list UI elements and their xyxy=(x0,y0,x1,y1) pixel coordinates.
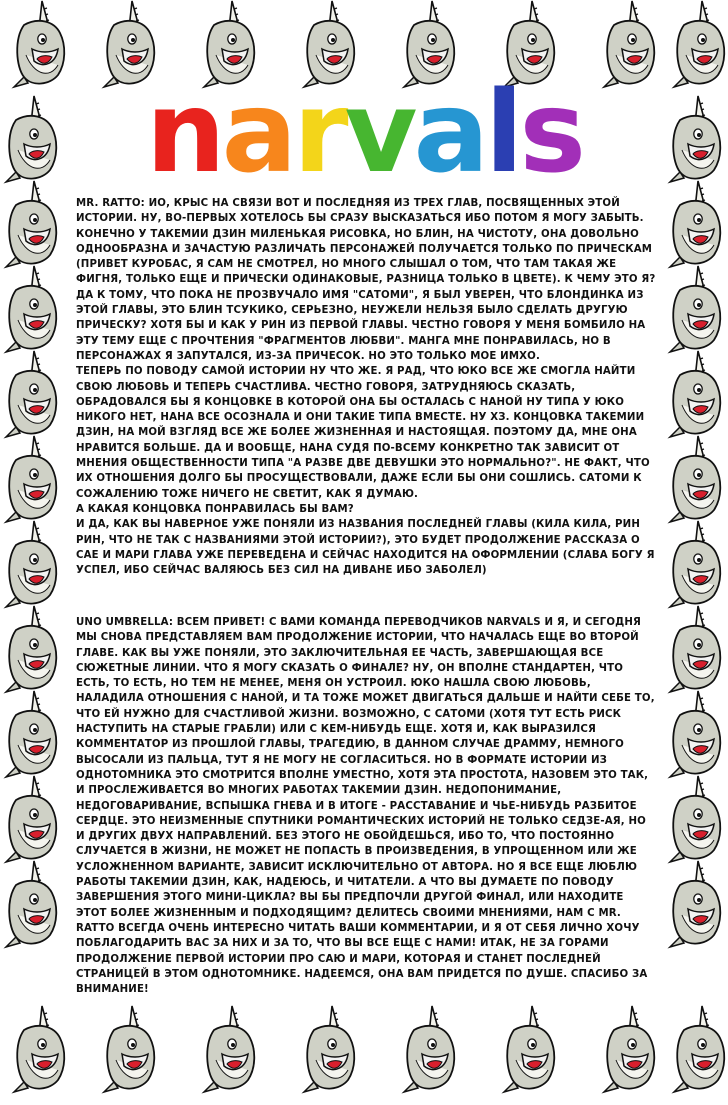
note-paragraph: UNO UMBRELLA: ВСЕМ ПРИВЕТ! С ВАМИ КОМАНДА ПЕРЕВОДЧИКОВ NARVALS И Я, И СЕГОДНЯ МЫ СНОВА ПРЕДСТАВЛЯЕМ ВАМ ПРОДОЛЖЕНИЕ ИСТОРИИ, ЧТО НАЧАЛАСЬ ЕЩЕ ВО ВТОРОЙ ГЛАВЕ. КАК ВЫ УЖЕ ПОНЯЛИ, ЭТО ЗАКЛЮЧИТЕЛЬНАЯ ЕЕ ЧАСТЬ, ЗАВЕРШАЮЩАЯ ВСЕ СЮЖЕТНЫЕ ЛИНИИ. ЧТО Я МОГУ СКАЗАТЬ О ФИНАЛЕ? НУ, ОН ВПОЛНЕ СТАНДАРТЕН, ЧТО ЕСТЬ, ТО ЕСТЬ, НО ТЕМ НЕ МЕНЕЕ, МЕНЯ ОН УСТРОИЛ. ЮКО НАШЛА СВОЮ ЛЮБОВЬ, НАЛАДИЛА ОТНОШЕНИЯ С НАНОЙ, И ТА ТОЖЕ МОЖЕТ ДВИГАТЬСЯ ДАЛЬШЕ И НАЙТИ СЕБЕ ТО, ЧТО ЕЙ НУЖНО ДЛЯ СЧАСТЛИВОЙ ЖИЗНИ. ВОЗМОЖНО, С САТОМИ (ХОТЯ ТУТ ЕСТЬ РИСК НАСТУПИТЬ НА СТАРЫЕ ГРАБЛИ) ИЛИ С КЕМ-НИБУДЬ ЕЩЕ. ХОТЯ И, КАК ВЫРАЗИЛСЯ КОММЕНТАТОР ИЗ ПРОШЛОЙ ГЛАВЫ, ТРАГЕДИЮ, В ДАННОМ СЛУЧАЕ ДРАММУ, НЕМНОГО ВЫСОСАЛИ ИЗ ПАЛЬЦА, ТУТ Я НЕ МОГУ НЕ СОГЛАСИТЬСЯ. НО В ФОРМАТЕ ИСТОРИИ ИЗ ОДНОТОМНИКА ЭТО СМОТРИТСЯ ВПОЛНЕ УМЕСТНО, ХОТЯ ЭТА ПРОСТОТА, НАЗОВЕМ ЭТО ТАК, И ПРОСЛЕЖИВАЕТСЯ ВО МНОГИХ РАБОТАХ ТАКЕМИИ ДЗИН. НЕДОПОНИМАНИЕ, НЕДОГОВАРИВАНИЕ, ВСПЫШКА ГНЕВА И В ИТОГЕ - РАССТАВАНИЕ И ЧЬЕ-НИБУДЬ РАЗБИТОЕ СЕРДЦЕ. ЭТО НЕИЗМЕННЫЕ СПУТНИКИ РОМАНТИЧЕСКИХ ИСТОРИЙ НЕ ТОЛЬКО СЕДЗЕ-АЯ, НО И ДРУГИХ ДВУХ НАПРАВЛЕНИЙ. БЕЗ ЭТОГО НЕ ОБОЙДЕШЬСЯ, ИБО ТО, ЧТО ПОСТОЯННО СЛУЧАЕТСЯ В ЖИЗНИ, НЕ МОЖЕТ НЕ ПОПАСТЬ В ПРОИЗВЕДЕНИЯ, В УПРОЩЕННОМ ИЛИ ЖЕ УСЛОЖНЕННОМ ВАРИАНТЕ, ЗАВИСИТ ИСКЛЮЧИТЕЛЬНО ОТ АВТОРА. НО Я ВСЕ ЕЩЕ ЛЮБЛЮ РАБОТЫ ТАКЕМИИ ДЗИН, КАК, НАДЕЮСЬ, И ЧИТАТЕЛИ. А ЧТО ВЫ ДУМАЕТЕ ПО ПОВОДУ ЗАВЕРШЕНИЯ ЭТОГО МИНИ-ЦИКЛА? ВЫ БЫ ПРЕДПОЧЛИ ДРУГОЙ ФИНАЛ, ИЛИ НАХОДИТЕ ЭТОТ БОЛЕЕ ЖИЗНЕННЫМ И ПОДХОДЯЩИМ? ДЕЛИТЕСЬ СВОИМИ МНЕНИЯМИ, НАМ С MR. RATTO ВСЕГДА ОЧЕНЬ ИНТЕРЕСНО ЧИТАТЬ ВАШИ КОММЕНТАРИИ, И Я ОТ СЕБЯ ЛИЧНО ХОЧУ ПОБЛАГОДАРИТЬ ВАС ЗА НИХ И ЗА ТО, ЧТО ВЫ ВСЕ ЕЩЕ С НАМИ! ИТАК, НЕ ЗА ГОРАМИ ПРОДОЛЖЕНИЕ ПЕРВОЙ ИСТОРИИ ПРО САЮ И МАРИ, КОТОРАЯ И СТАНЕТ ПОСЛЕДНЕЙ СТРАНИЦЕЙ В ЭТОМ ОДНОТОМНИКЕ. НАДЕЕМСЯ, ОНА ВАМ ПРИДЕТСЯ ПО ДУШЕ. СПАСИБО ЗА ВНИМАНИЕ! xyxy=(76,617,655,996)
note-paragraph: А КАКАЯ КОНЦОВКА ПОНРАВИЛАСЬ БЫ ВАМ? xyxy=(76,503,354,515)
title-letter: v xyxy=(344,68,414,198)
translator-note-uno-umbrella xyxy=(76,615,656,997)
title-letter: a xyxy=(413,68,486,198)
translator-note-ratto xyxy=(76,196,656,578)
title-letter: l xyxy=(485,68,520,198)
note-paragraph: MR. RATTO: ИО, КРЫС НА СВЯЗИ ВОТ И ПОСЛЕДНЯЯ ИЗ ТРЕХ ГЛАВ, ПОСВЯЩЕННЫХ ЭТОЙ ИСТОРИИ. НУ, ВО-ПЕРВЫХ ХОТЕЛОСЬ БЫ СРАЗУ ВЫСКАЗАТЬСЯ ИБО ПОТОМ Я МОГУ ЗАБЫТЬ. КОНЕЧНО У ТАКЕМИИ ДЗИН МИЛЕНЬКАЯ РИСОВКА, НО БЛИН, НА ЧИСТОТУ, ОНА ДОВОЛЬНО ОДНООБРАЗНА И ЗАЧАСТУЮ РАЗЛИЧАТЬ ПЕРСОНАЖЕЙ ПОЛУЧАЕТСЯ ТОЛЬКО ПО ПРИЧЕСКАМ (ПРИВЕТ КУРОБАС, Я САМ НЕ СМОТРЕЛ, НО МНОГО СЛЫШАЛ О ТОМ, ЧТО ТАМ ТАКАЯ ЖЕ ФИГНЯ, ТОЛЬКО ЕЩЕ И ПРИЧЕСКИ ОДИНАКОВЫЕ, РАЗНИЦА ТОЛЬКО В ЦВЕТЕ). К ЧЕМУ ЭТО Я? ДА К ТОМУ, ЧТО ПОКА НЕ ПРОЗВУЧАЛО ИМЯ "САТОМИ", Я БЫЛ УВЕРЕН, ЧТО БЛОНДИНКА ИЗ ЭТОЙ ГЛАВЫ, ЭТО БЛИН ТСУКИКО, СЕРЬЕЗНО, НЕУЖЕЛИ НЕЛЬЗЯ БЫЛО СДЕЛАТЬ ДРУГУЮ ПРИЧЕСКУ? ХОТЯ БЫ И КАК У РИН ИЗ ПЕРВОЙ ГЛАВЫ. ЧЕСТНО ГОВОРЯ У МЕНЯ БОМБИЛО НА ЭТУ ТЕМУ ЕЩЕ С ПРОЧТЕНИЯ "ФРАГМЕНТОВ ЛЮБВИ". МАНГА МНЕ ПОНРАВИЛАСЬ, НО В ПЕРСОНАЖАХ Я ЗАПУТАЛСЯ, ИЗ-ЗА ПРИЧЕСОК. НО ЭТО ТОЛЬКО МОЕ ИМХО. xyxy=(76,198,656,362)
note-paragraph: ТЕПЕРЬ ПО ПОВОДУ САМОЙ ИСТОРИИ НУ ЧТО ЖЕ. Я РАД, ЧТО ЮКО ВСЕ ЖЕ СМОГЛА НАЙТИ СВОЮ ЛЮБОВЬ И ТЕПЕРЬ СЧАСТЛИВА. ЧЕСТНО ГОВОРЯ, ЗАТРУДНЯЮСЬ СКАЗАТЬ, ОБРАДОВАЛСЯ БЫ Я КОНЦОВКЕ В КОТОРОЙ ОНА БЫ ОСТАЛАСЬ С НАНОЙ НУ ТИПА У ЮКО НИКОГО НЕТ, НАНА ВСЕ ОСОЗНАЛА И ОНИ ТАКИЕ ТИПА ВМЕСТЕ. НУ ХЗ. КОНЦОВКА ТАКЕМИИ ДЗИН, НА МОЙ ВЗГЛЯД ВСЕ ЖЕ БОЛЕЕ ЖИЗНЕННАЯ И НАСТОЯЩАЯ. ПОЭТОМУ ДА, МНЕ ОНА НРАВИТСЯ БОЛЬШЕ. ДА И ВООБЩЕ, НАНА СУДЯ ПО-ВСЕМУ КОНКРЕТНО ТАК ЗАВИСИТ ОТ МНЕНИЯ ОБЩЕСТВЕННОСТИ ТИПА "А РАЗВЕ ДВЕ ДЕВУШКИ ЭТО НОРМАЛЬНО?". НЕ ФАКТ, ЧТО ИХ ОТНОШЕНИЯ ДОЛГО БЫ ПРОСУЩЕСТВОВАЛИ, ДАЖЕ ЕСЛИ БЫ ОНИ СОШЛИСЬ. САТОМИ К СОЖАЛЕНИЮ ТОЖЕ НИЧЕГО НЕ СВЕТИТ, КАК Я ДУМАЮ. xyxy=(76,366,650,500)
note-paragraph: И ДА, КАК ВЫ НАВЕРНОЕ УЖЕ ПОНЯЛИ ИЗ НАЗВАНИЯ ПОСЛЕДНЕЙ ГЛАВЫ (КИЛА КИЛА, РИН РИН, ЧТО НЕ ТАК С НАЗВАНИЯМИ ЭТОЙ ИСТОРИИ?), ЭТО БУДЕТ ПРОДОЛЖЕНИЕ РАССКАЗА О САЕ И МАРИ ГЛАВА УЖЕ ПЕРЕВЕДЕНА И СЕЙЧАС НАХОДИТСЯ НА ОФОРМЛЕНИИ (СЛАВА БОГУ Я УСПЕЛ, ИБО СЕЙЧАС ВАЛЯЮСЬ БЕЗ СИЛ НА ДИВАНЕ ИБО ЗАБОЛЕЛ) xyxy=(76,519,655,577)
title-letter: r xyxy=(293,68,345,198)
title-letter: s xyxy=(519,68,583,198)
title-letter: n xyxy=(145,68,222,198)
narvals-logo-title xyxy=(100,68,628,198)
title-letter: a xyxy=(221,68,294,198)
